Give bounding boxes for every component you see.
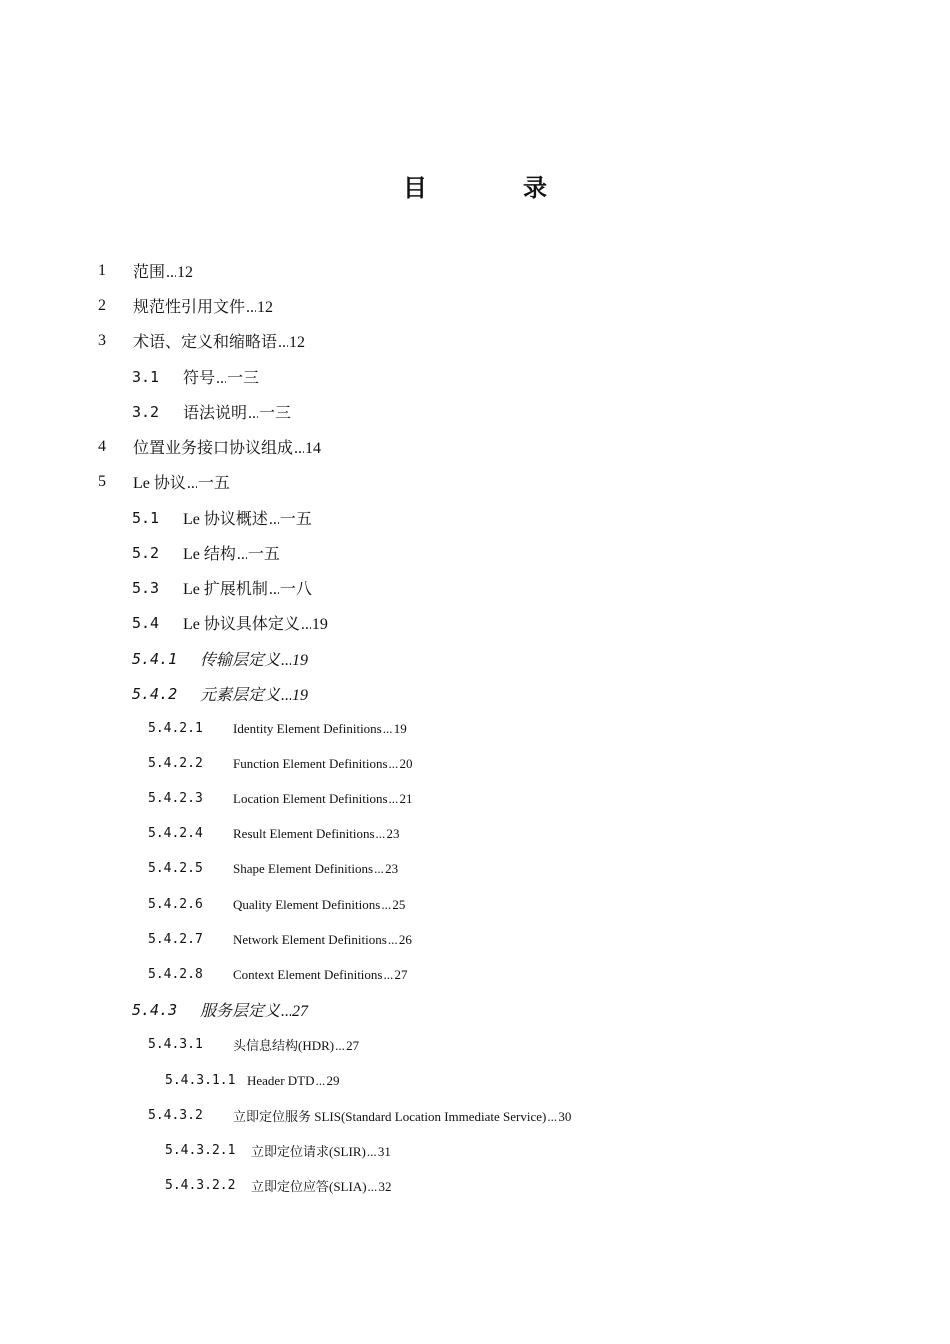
toc-entry-title: Le 协议	[133, 475, 186, 492]
dot-leader	[281, 687, 291, 705]
toc-entry-title: Result Element Definitions	[233, 825, 375, 841]
dot-leader	[367, 1144, 377, 1160]
toc-entry-number: 2	[98, 296, 106, 314]
toc-entry-title: 范围	[133, 264, 166, 281]
toc-entry-page: 19	[292, 652, 309, 669]
toc-entry-page: 12	[289, 334, 306, 351]
toc-entry-number: 5.4.3.2.1	[165, 1143, 236, 1158]
toc-entry-page: 12	[257, 299, 274, 316]
dot-leader	[389, 791, 399, 807]
dot-leader	[187, 475, 197, 493]
dot-leader	[376, 826, 386, 842]
toc-entry-page: 19	[311, 616, 328, 633]
toc-entry-title: 规范性引用文件	[133, 299, 246, 316]
dot-leader	[281, 652, 291, 670]
toc-entry-title: Le 扩展机制	[183, 581, 268, 598]
toc-entry-title: Shape Element Definitions	[233, 860, 374, 876]
toc-entry-title: 元素层定义	[200, 687, 281, 704]
toc-entry-number: 5.4.3.1.1	[165, 1073, 236, 1088]
dot-leader	[374, 861, 384, 877]
toc-entry-page: 一三	[259, 405, 292, 422]
dot-leader	[335, 1038, 345, 1054]
toc-entry-title: Context Element Definitions	[233, 966, 383, 982]
toc-entry-number: 5.4.2.4	[148, 826, 203, 841]
dot-leader	[278, 334, 288, 352]
toc-entry-page: 31	[377, 1144, 391, 1159]
dot-leader	[294, 440, 304, 458]
toc-entry-number: 3	[98, 331, 106, 349]
toc-entry-page: 一八	[279, 581, 312, 598]
toc-entry-title: 服务层定义	[200, 1003, 281, 1020]
toc-entry-number: 5.4.1	[132, 649, 178, 668]
toc-entry-page: 27	[292, 1003, 309, 1020]
toc-entry-title: Function Element Definitions	[233, 755, 388, 771]
toc-entry-page: 26	[398, 931, 412, 947]
dot-leader	[281, 1003, 291, 1021]
toc-entry-page: 19	[292, 687, 309, 704]
dot-leader	[301, 616, 311, 634]
dot-leader	[166, 264, 176, 282]
toc-entry-page: 29	[326, 1072, 340, 1088]
toc-entry-number: 5	[98, 472, 106, 490]
toc-entry-page: 32	[378, 1179, 392, 1194]
toc-entry-page: 21	[399, 790, 413, 806]
toc-entry-number: 5.4.2.1	[148, 721, 203, 736]
toc-entry-number: 5.4.2	[132, 684, 178, 703]
toc-entry-page: 12	[177, 264, 194, 281]
toc-entry-number: 5.4.2.6	[148, 897, 203, 912]
toc-entry-title: Identity Element Definitions	[233, 720, 382, 736]
toc-entry-title: Location Element Definitions	[233, 790, 388, 806]
toc-entry-number: 5.4.3.2.2	[165, 1178, 236, 1193]
toc-entry-number: 5.2	[132, 543, 160, 562]
toc-entry-number: 5.4	[132, 613, 160, 632]
toc-entry-title: Le 结构	[183, 546, 236, 563]
toc-entry-title: Header DTD	[247, 1072, 315, 1088]
toc-entry-page: 27	[394, 966, 408, 982]
toc-entry-number: 5.4.2.2	[148, 756, 203, 771]
toc-entry-number: 5.4.3.2	[148, 1108, 203, 1123]
dot-leader	[316, 1073, 326, 1089]
toc-entry-number: 5.4.2.8	[148, 967, 203, 982]
toc-entry-number: 5.4.3	[132, 1000, 178, 1019]
toc-entry-title: 头信息结构(HDR)	[233, 1038, 335, 1053]
dot-leader	[237, 546, 247, 564]
dot-leader	[383, 967, 393, 983]
toc-entry-title: 立即定位服务 SLIS(Standard Location Immediate Service)	[233, 1109, 547, 1124]
toc-entry-title: 术语、定义和缩略语	[133, 334, 278, 351]
toc-title: 目 录	[403, 176, 583, 202]
dot-leader	[389, 756, 399, 772]
toc-entry-title: Le 协议具体定义	[183, 616, 300, 633]
toc-entry-title: 立即定位请求(SLIR)	[251, 1144, 366, 1159]
toc-entry-page: 23	[386, 825, 400, 841]
dot-leader	[383, 721, 393, 737]
toc-entry-page: 30	[558, 1109, 572, 1124]
dot-leader	[269, 581, 279, 599]
toc-entry-title: Network Element Definitions	[233, 931, 387, 947]
toc-entry-number: 4	[98, 437, 106, 455]
toc-entry-number: 3.1	[132, 367, 160, 386]
toc-entry-number: 5.3	[132, 578, 160, 597]
toc-entry-number: 5.1	[132, 508, 160, 527]
toc-entry-number: 3.2	[132, 402, 160, 421]
toc-entry-title: Le 协议概述	[183, 511, 268, 528]
toc-entry-page: 一五	[247, 546, 280, 563]
toc-entry-title: Quality Element Definitions	[233, 896, 381, 912]
dot-leader	[388, 932, 398, 948]
toc-entry-page: 25	[392, 896, 406, 912]
dot-leader	[269, 511, 279, 529]
dot-leader	[216, 370, 226, 388]
toc-entry-page: 一三	[227, 370, 260, 387]
toc-entry-page: 20	[399, 755, 413, 771]
dot-leader	[547, 1109, 557, 1125]
toc-entry-title: 立即定位应答(SLIA)	[251, 1179, 367, 1194]
toc-entry-number: 1	[98, 261, 106, 279]
dot-leader	[248, 405, 258, 423]
toc-entry-number: 5.4.2.3	[148, 791, 203, 806]
toc-entry-page: 27	[346, 1038, 360, 1053]
toc-entry-page: 19	[393, 720, 407, 736]
toc-entry-page: 14	[305, 440, 322, 457]
toc-entry-title: 符号	[183, 370, 216, 387]
toc-entry-page: 23	[385, 860, 399, 876]
toc-entry-number: 5.4.2.5	[148, 861, 203, 876]
toc-entry-title: 传输层定义	[200, 652, 281, 669]
toc-entry-number: 5.4.3.1	[148, 1037, 203, 1052]
dot-leader	[368, 1179, 378, 1195]
toc-entry-page: 一五	[279, 511, 312, 528]
toc-entry-page: 一五	[197, 475, 230, 492]
toc-entry-title: 位置业务接口协议组成	[133, 440, 294, 457]
toc-entry-number: 5.4.2.7	[148, 932, 203, 947]
dot-leader	[381, 897, 391, 913]
dot-leader	[246, 299, 256, 317]
toc-entry-title: 语法说明	[183, 405, 248, 422]
